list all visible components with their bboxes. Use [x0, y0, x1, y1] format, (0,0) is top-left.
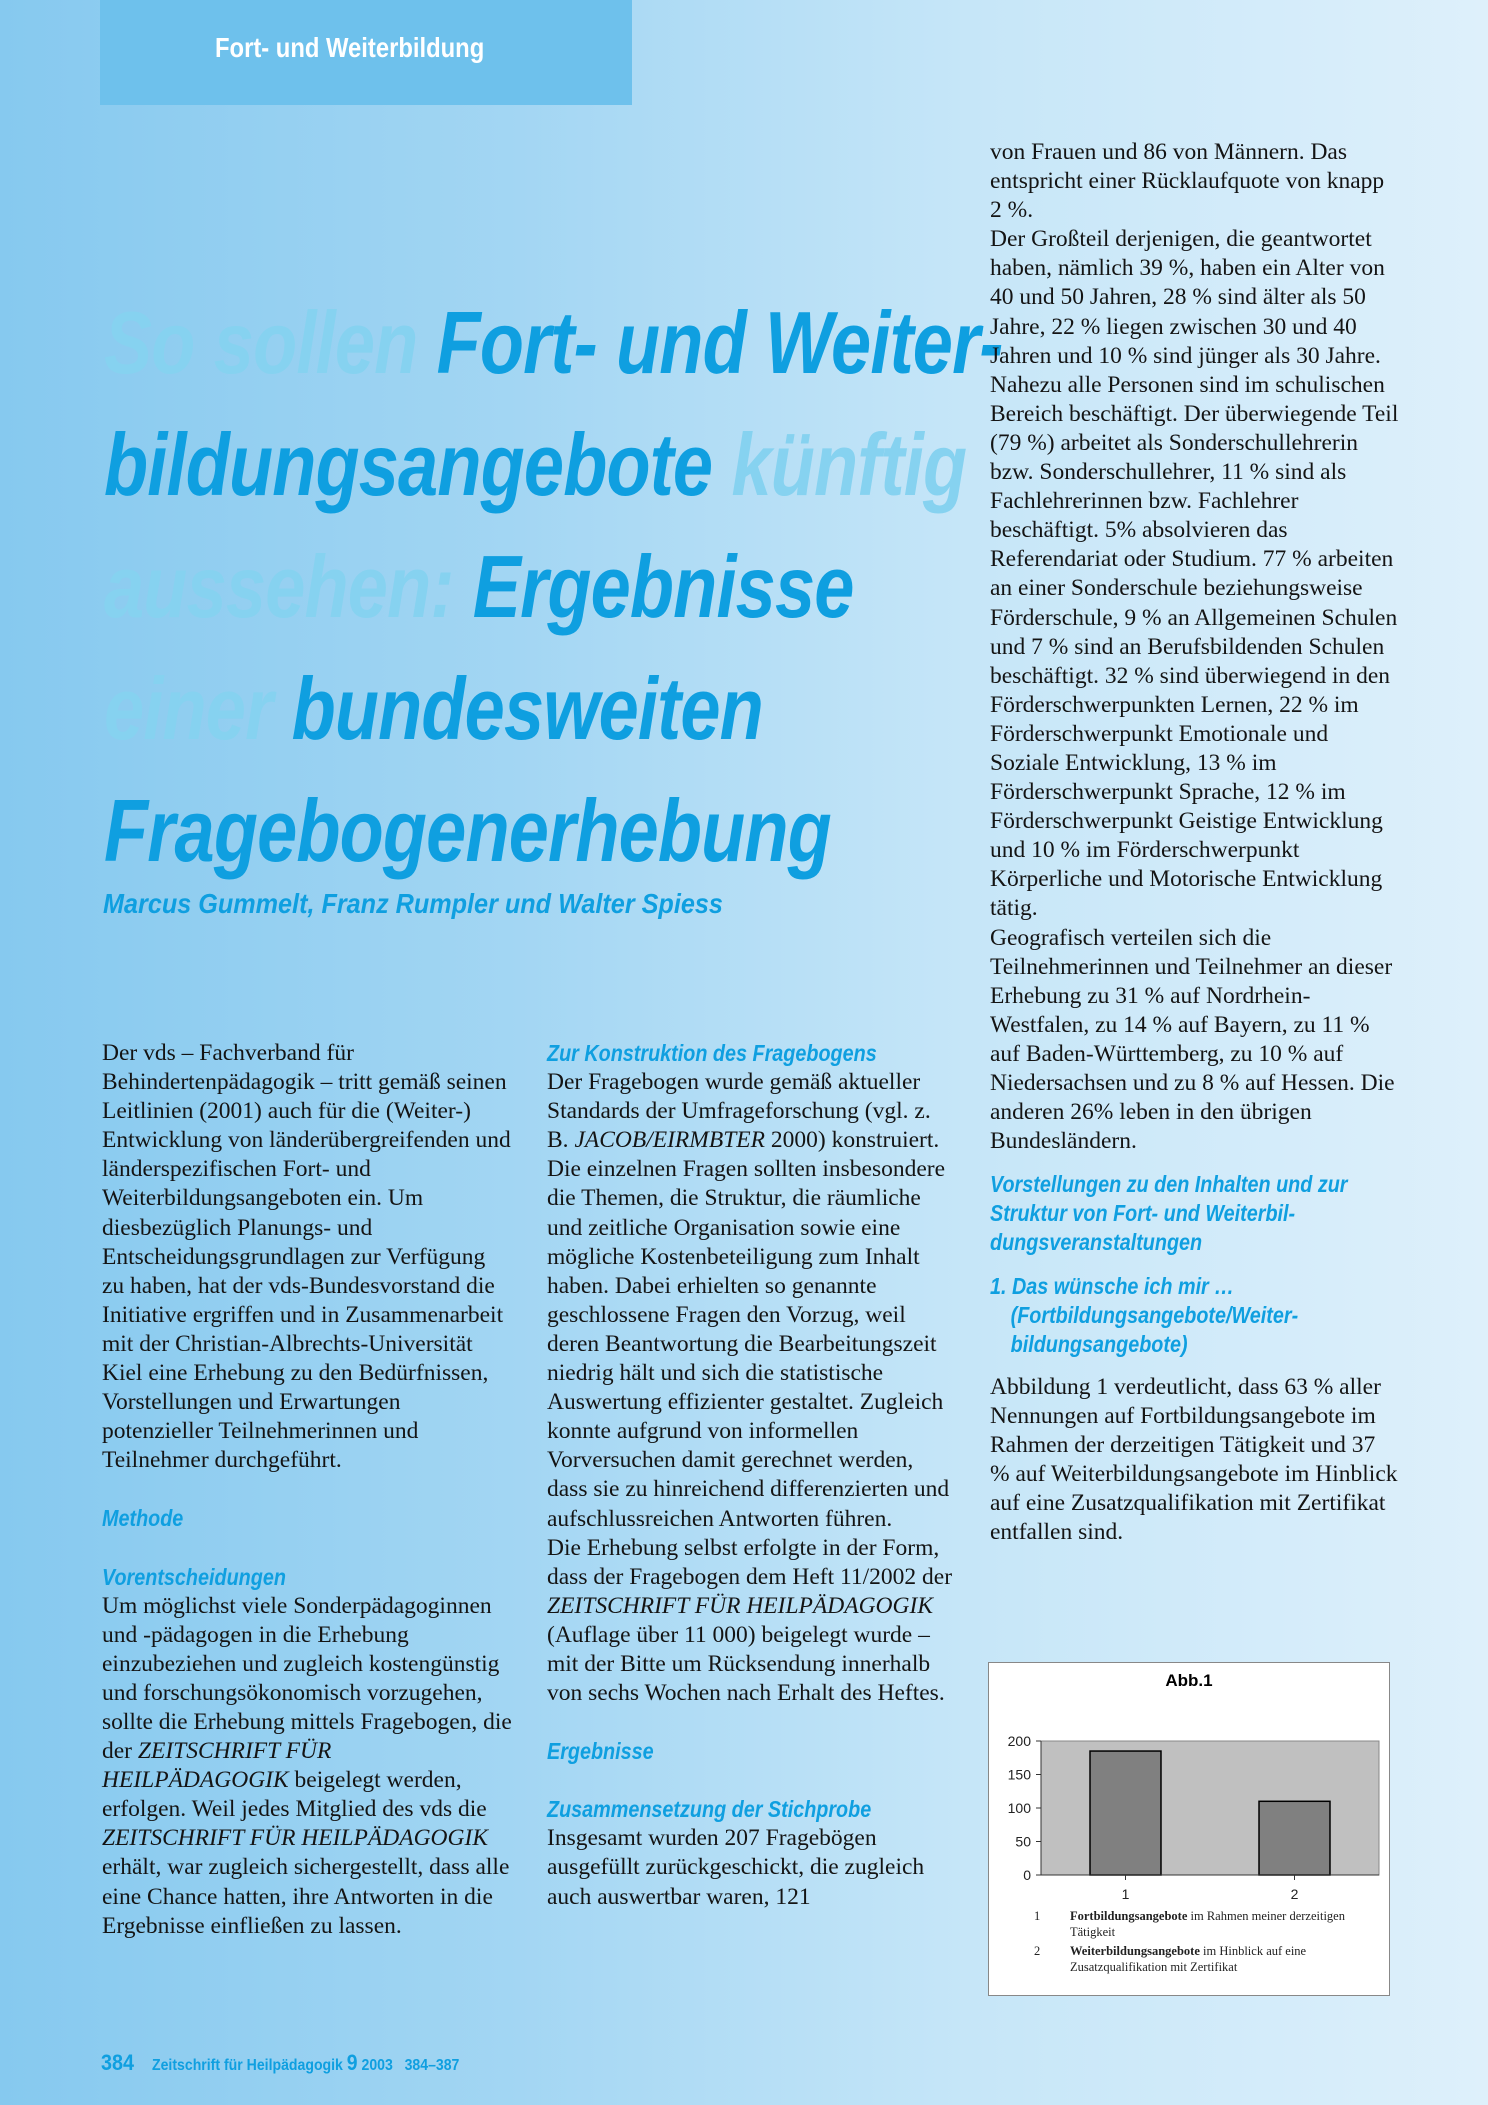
- y-tick-label: 150: [1007, 1766, 1031, 1783]
- bar-1: [1090, 1751, 1161, 1875]
- heading-wunsch-line-3: bildungsangebote): [1010, 1330, 1188, 1357]
- title-line-1: So sollen Fort- und Weiter-: [104, 293, 1003, 392]
- legend-item-1: 1 Fortbildungsangebote im Rahmen meiner derzeitigen Tätigkeit: [1034, 1909, 1345, 1939]
- heading-methode: Methode: [102, 1505, 184, 1532]
- y-tick-label: 200: [1007, 1733, 1031, 1749]
- legend-item-2: 2 Weiterbildungsangebote im Hinblick auf eine Zusatzqualifikation mit Zertifikat: [1034, 1944, 1307, 1974]
- paragraph-erhebung: Die Erhebung selbst erfolgte in der Form, dass der Fragebogen dem Heft 11/2002 der ZEITSCHRIFT FÜR HEILPÄDAGOGIK (Auflage über 11 000) beigelegt wurde – mit der Bitte um Rücksendung innerhalb von sechs Wochen nach Erhalt des Heftes.: [547, 1534, 953, 1707]
- bar-2: [1259, 1801, 1330, 1875]
- paragraph-alter: Der Großteil derjenigen, die geantwortet haben, nämlich 39 %, haben ein Alter von 40 und 50 Jahren, 28 % sind älter als 50 Jahre, 22 % liegen zwischen 30 und 40 Jahren und 10 % sind jünger als 30 Jahre.: [990, 226, 1385, 369]
- chart-title: Abb.1: [1165, 1671, 1213, 1690]
- paragraph-ruecklauf: von Frauen und 86 von Männern. Das entspricht einer Rücklaufquote von knapp 2 %.: [990, 139, 1385, 224]
- page-number: 384: [101, 2050, 135, 2075]
- heading-vorstellungen-line-1: Vorstellungen zu den Inhalten und zur: [990, 1171, 1348, 1198]
- title-line-4: einer bundesweiten: [104, 659, 763, 758]
- x-tick-label: 2: [1290, 1886, 1299, 1902]
- section-header: [100, 0, 632, 105]
- page-footer: [101, 2050, 501, 2076]
- chart-legend: [988, 1908, 1388, 1978]
- y-tick-label: 100: [1007, 1800, 1031, 1816]
- heading-vorstellungen-line-2: Struktur von Fort- und Weiterbil-: [990, 1200, 1296, 1227]
- intro-paragraph: Der vds – Fachverband für Behindertenpädagogik – tritt gemäß seinen Leitlinien (2001) auch für die (Weiter-) Entwicklung von länderübergreifenden und länderspezifischen Fort- und Weiterbildungsangeboten ein. Um diesbezüglich Planungs- und Entscheidungsgrundlagen zur Verfügung zu haben, hat der vds-Bundesvorstand die Initiative ergriffen und in Zusammenarbeit mit der Christian-Albrechts-Universität Kiel eine Erhebung zu den Bedürfnissen, Vorstellungen und Erwartungen potenzieller Teilnehmerinnen und Teilnehmer durchgeführt.: [102, 1040, 511, 1474]
- title-line-3: aussehen: Ergebnisse: [104, 537, 854, 636]
- title-line-5: Fragebogenerhebung: [104, 781, 831, 880]
- heading-vorstellungen-line-3: dungsveranstaltungen: [990, 1229, 1203, 1256]
- paragraph-abbildung: Abbildung 1 verdeutlicht, dass 63 % aller Nennungen auf Fortbildungsangebote im Rahmen der derzeitigen Tätigkeit und 37 % auf Weiterbildungsangebote im Hinblick auf eine Zusatzqualifikation mit Zertifikat entfallen sind.: [990, 1373, 1398, 1546]
- heading-konstruktion: Zur Konstruktion des Fragebogens: [547, 1040, 877, 1066]
- text-column-3: [990, 138, 1400, 1547]
- heading-stichprobe: Zusammensetzung der Stichprobe: [547, 1796, 872, 1823]
- text-column-2: [547, 1039, 957, 1912]
- section-label: Fort- und Weiterbildung: [215, 32, 485, 63]
- heading-ergebnisse: Ergebnisse: [547, 1738, 654, 1765]
- heading-vorentscheidungen: Vorentscheidungen: [102, 1563, 286, 1590]
- paragraph-konstruktion: Der Fragebogen wurde gemäß aktueller Standards der Umfrageforschung (vgl. z. B. JACOB/EIRMBTER 2000) konstruiert. Die einzelnen Fragen sollten insbesondere die Themen, die Struktur, die räumliche und zeitliche Organisation sowie eine mögliche Kostenbeteiligung zum Inhalt haben. Dabei erhielten so genannte geschlossene Fragen den Vorzug, weil deren Beantwortung die Bearbeitungszeit niedrig hält und sich die statistische Auswertung effizienter gestaltet. Zugleich konnte aufgrund von informellen Vorversuchen damit gerechnet werden, dass sie zu hinreichend differenzierten und aufschlussreichen Antworten führen.: [547, 1069, 950, 1532]
- y-tick-label: 50: [1015, 1833, 1031, 1850]
- y-tick-label: 0: [1023, 1867, 1031, 1883]
- heading-wunsch-line-1: 1. Das wünsche ich mir …: [990, 1272, 1235, 1299]
- journal-reference: Zeitschrift für Heilpädagogik 9 2003 384–387: [152, 2050, 460, 2075]
- article-title: [104, 282, 1003, 892]
- paragraph-beschaeftigung: Nahezu alle Personen sind im schulischen Bereich beschäftigt. Der überwiegende Teil (79 %) arbeitet als Sonderschullehrerin bzw. Sonderschullehrer, 11 % sind als Fachlehrerinnen bzw. Fachlehrer beschäftigt. 5% absolvieren das Referendariat oder Studium. 77 % arbeiten an einer Sonderschule beziehungsweise Förderschule, 9 % an Allgemeinen Schulen und 7 % sind an Berufsbildenden Schulen beschäftigt. 32 % sind überwiegend in den Förderschwerpunkten Lernen, 22 % im Förderschwerpunkt Emotionale und Soziale Entwicklung, 13 % im Förderschwerpunkt Sprache, 12 % im Förderschwerpunkt Geistige Entwicklung und 10 % im Förderschwerpunkt Körperliche und Motorische Entwicklung tätig.: [990, 371, 1399, 922]
- article-authors: Marcus Gummelt, Franz Rumpler und Walter Spiess: [103, 888, 723, 919]
- x-tick-label: 1: [1121, 1886, 1130, 1902]
- text-column-1: [102, 1039, 512, 1941]
- paragraph-vorentscheidungen: Um möglichst viele Sonderpädagoginnen und -pädagogen in die Erhebung einzubeziehen und zugleich kostengünstig und forschungsökonomisch vorzugehen, sollte die Erhebung mittels Fragebogen, die der ZEITSCHRIFT FÜR HEILPÄDAGOGIK beigelegt werden, erfolgen. Weil jedes Mitglied des vds die ZEITSCHRIFT FÜR HEILPÄDAGOGIK erhält, war zugleich sichergestellt, dass alle eine Chance hatten, ihre Antworten in die Ergebnisse einfließen zu lassen.: [102, 1592, 512, 1939]
- paragraph-geografie: Geografisch verteilen sich die Teilnehmerinnen und Teilnehmer an dieser Erhebung zu 31 % auf Nordrhein-Westfalen, zu 14 % auf Bayern, zu 11 % auf Baden-Württemberg, zu 10 % auf Niedersachsen und zu 8 % auf Hessen. Die anderen 26% leben in den übrigen Bundesländern.: [990, 924, 1395, 1155]
- title-line-2: bildungsangebote künftig: [104, 415, 967, 514]
- paragraph-stichprobe: Insgesamt wurden 207 Fragebögen ausgefüllt zurückgeschickt, die zugleich auch auswertbar waren, 121: [547, 1825, 925, 1910]
- heading-wunsch-line-2: (Fortbildungsangebote/Weiter-: [1010, 1301, 1299, 1328]
